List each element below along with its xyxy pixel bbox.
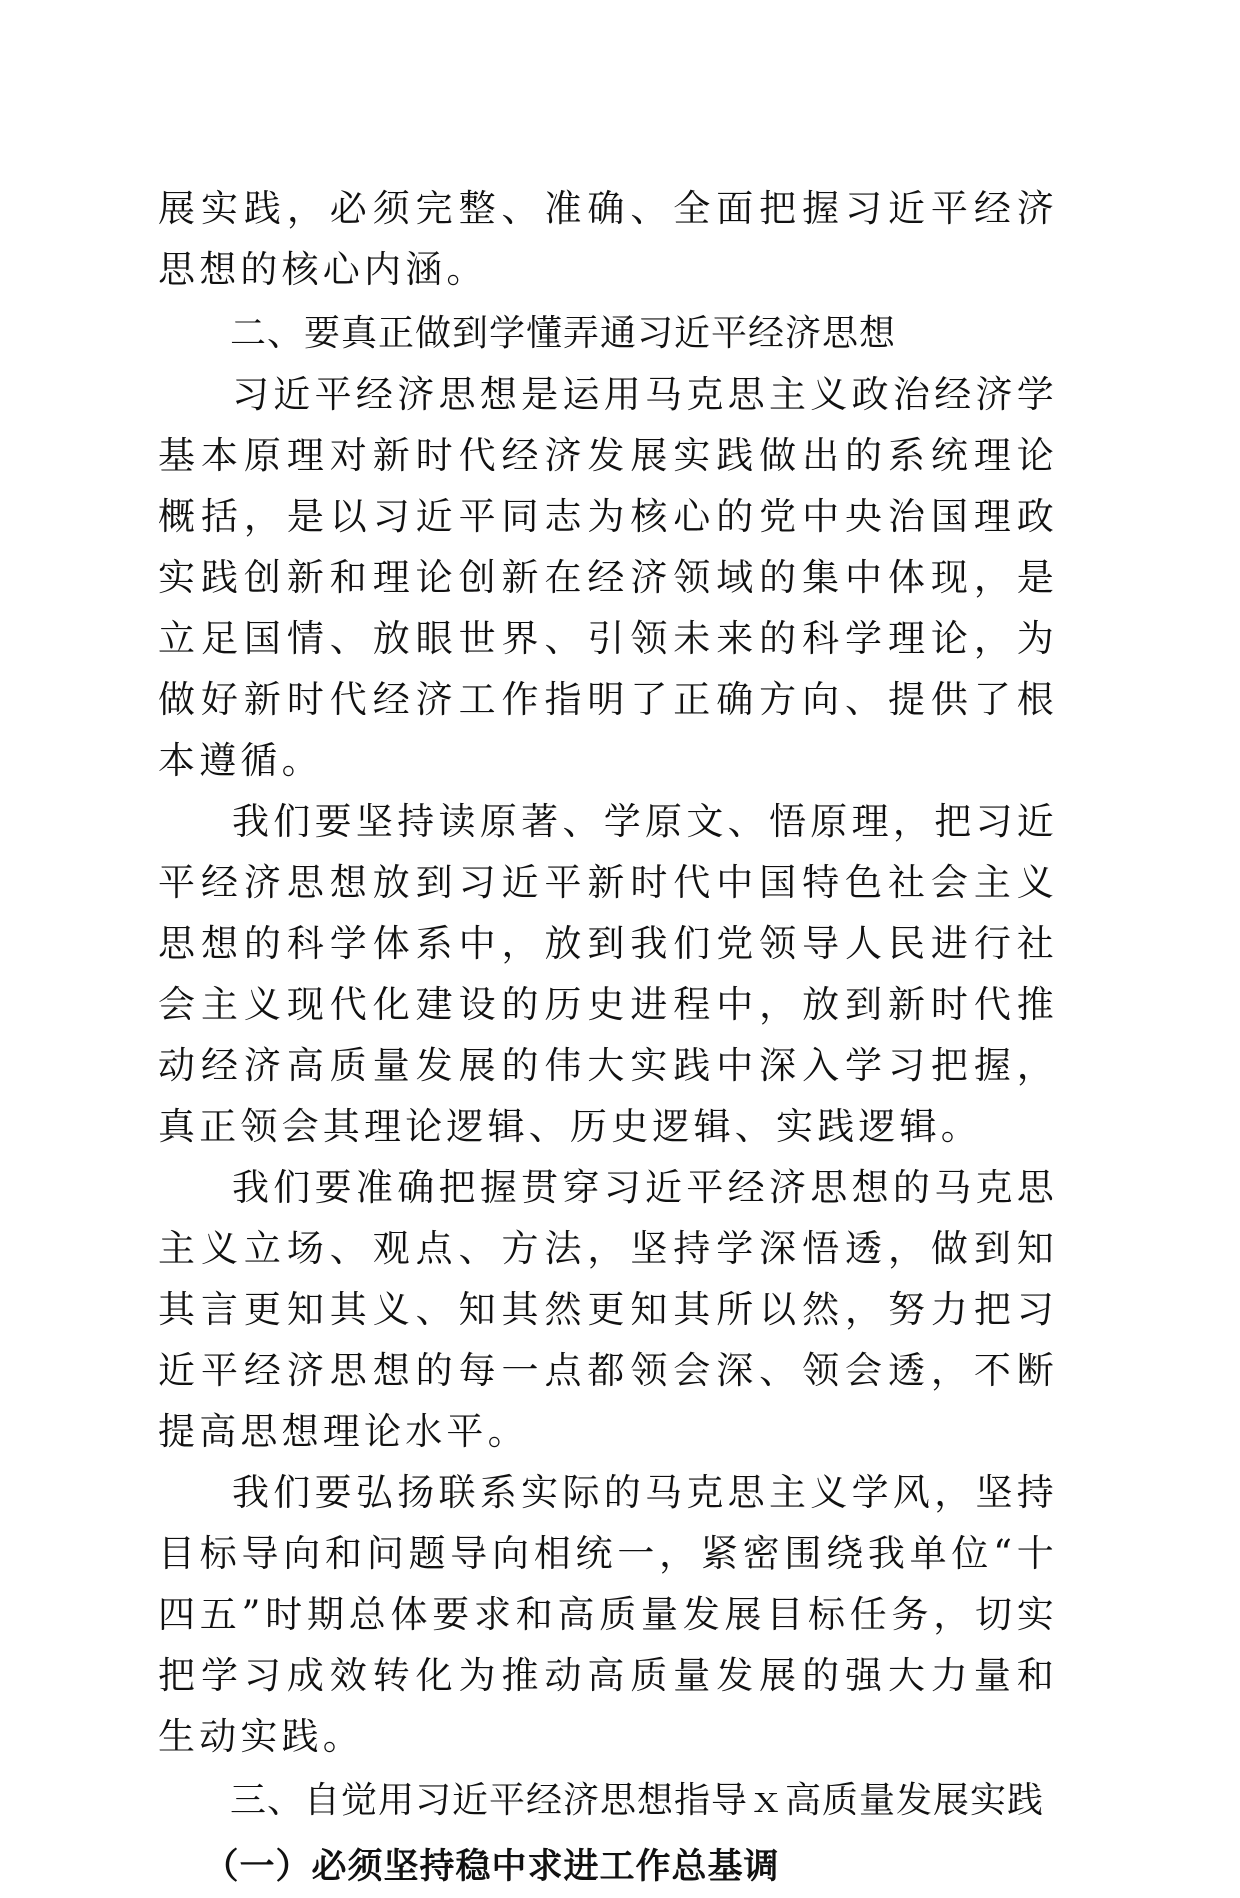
paragraph-3: 我们要准确把握贯穿习近平经济思想的马克思主义立场、观点、方法，坚持学深悟透，做到知其言更知其义、知其然更知其所以然，努力把习近平经济思想的每一点都领会深、领会透，不断提高思想理论水平。 [158,1166,1058,1453]
paragraph-4: 我们要弘扬联系实际的马克思主义学风，坚持目标导向和问题导向相统一，紧密围绕我单位“十四五”时期总体要求和高质量发展目标任务，切实把学习成效转化为推动高质量发展的强大力量和生动实践。 [158,1471,1058,1758]
document-body [158,178,1058,1898]
subsection-heading-3-1: （一）必须坚持稳中求进工作总基调 [203,1847,780,1887]
paragraph-continuation: 展实践，必须完整、准确、全面把握习近平经济思想的核心内涵。 [158,187,1058,291]
section-heading-2: 二、要真正做到学懂弄通习近平经济思想 [230,313,897,354]
section-heading-3: 三、自觉用习近平经济思想指导ｘ高质量发展实践 [230,1780,1045,1821]
paragraph-2: 我们要坚持读原著、学原文、悟原理，把习近平经济思想放到习近平新时代中国特色社会主义思想的科学体系中，放到我们党领导人民进行社会主义现代化建设的历史进程中，放到新时代推动经济高质量发展的伟大实践中深入学习把握，真正领会其理论逻辑、历史逻辑、实践逻辑。 [158,800,1058,1148]
paragraph-1: 习近平经济思想是运用马克思主义政治经济学基本原理对新时代经济发展实践做出的系统理论概括，是以习近平同志为核心的党中央治国理政实践创新和理论创新在经济领域的集中体现，是立足国情、放眼世界、引领未来的科学理论，为做好新时代经济工作指明了正确方向、提供了根本遵循。 [158,373,1058,782]
